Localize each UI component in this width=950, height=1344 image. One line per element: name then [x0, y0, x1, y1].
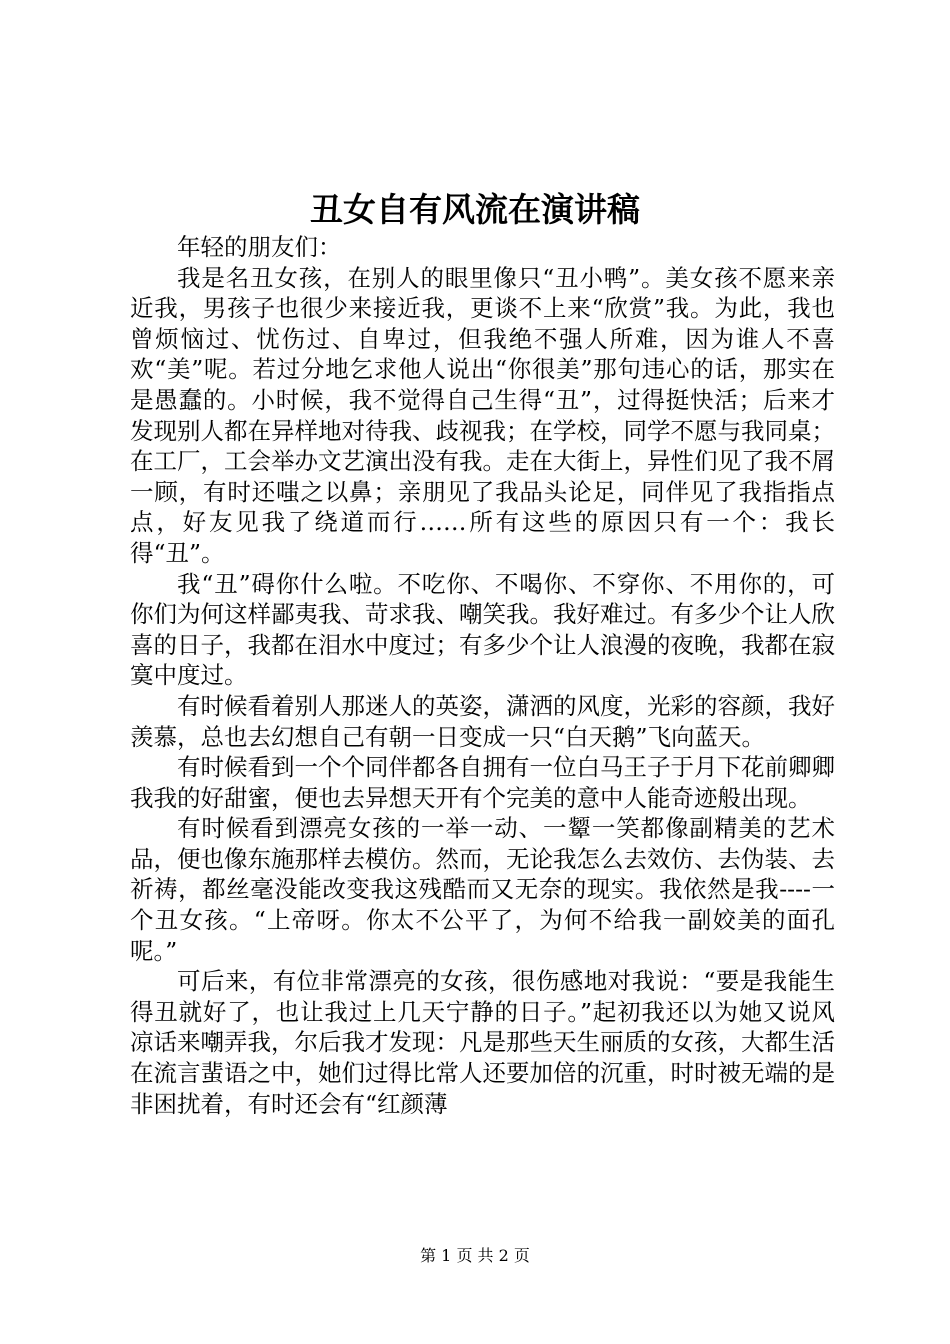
paragraph: 有时候看到漂亮女孩的一举一动、一颦一笑都像副精美的艺术品，便也像东施那样去模仿。然而，无论我怎么去效仿、去伪装、去祈祷，都丝毫没能改变我这残酷而又无奈的现实。我依然是我----一个丑女孩。“上帝呀。你太不公平了，为何不给我一副姣美的面孔呢。”	[130, 814, 835, 965]
document-title: 丑女自有风流在演讲稿	[310, 190, 640, 229]
paragraph: 我“丑”碍你什么啦。不吃你、不喝你、不穿你、不用你的，可你们为何这样鄙夷我、苛求我、嘲笑我。我好难过。有多少个让人欣喜的日子，我都在泪水中度过；有多少个让人浪漫的夜晚，我都在寂寞中度过。	[130, 569, 835, 690]
paragraph: 我是名丑女孩，在别人的眼里像只“丑小鸭”。美女孩不愿来亲近我，男孩子也很少来接近我，更谈不上来“欣赏”我。为此，我也曾烦恼过、忧伤过、自卑过，但我绝不强人所难，因为谁人不喜欢“美”呢。若过分地乞求他人说出“你很美”那句违心的话，那实在是愚蠢的。小时候，我不觉得自己生得“丑”，过得挺快活；后来才发现别人都在异样地对待我、歧视我；在学校，同学不愿与我同桌；在工厂，工会举办文艺演出没有我。走在大街上，异性们见了我不屑一顾，有时还嗤之以鼻；亲朋见了我品头论足，同伴见了我指指点点，好友见我了绕道而行……所有这些的原因只有一个：我长得“丑”。	[130, 263, 835, 567]
paragraph: 可后来，有位非常漂亮的女孩，很伤感地对我说：“要是我能生得丑就好了，也让我过上几天宁静的日子。”起初我还以为她又说风凉话来嘲弄我，尔后我才发现：凡是那些天生丽质的女孩，大都生活在流言蜚语之中，她们过得比常人还要加倍的沉重，时时被无端的是非困扰着，有时还会有“红颜薄	[130, 967, 835, 1118]
paragraph-greeting: 年轻的朋友们：	[177, 233, 342, 261]
paragraph: 有时候看着别人那迷人的英姿，潇洒的风度，光彩的容颜，我好羡慕，总也去幻想自己有朝一日变成一只“白天鹅”飞向蓝天。	[130, 691, 835, 751]
page-footer: 第 1 页 共 2 页	[420, 1246, 530, 1265]
document-body	[130, 232, 835, 1119]
paragraph: 有时候看到一个个同伴都各自拥有一位白马王子于月下花前卿卿我我的好甜蜜，便也去异想天开有个完美的意中人能奇迹般出现。	[130, 753, 835, 812]
